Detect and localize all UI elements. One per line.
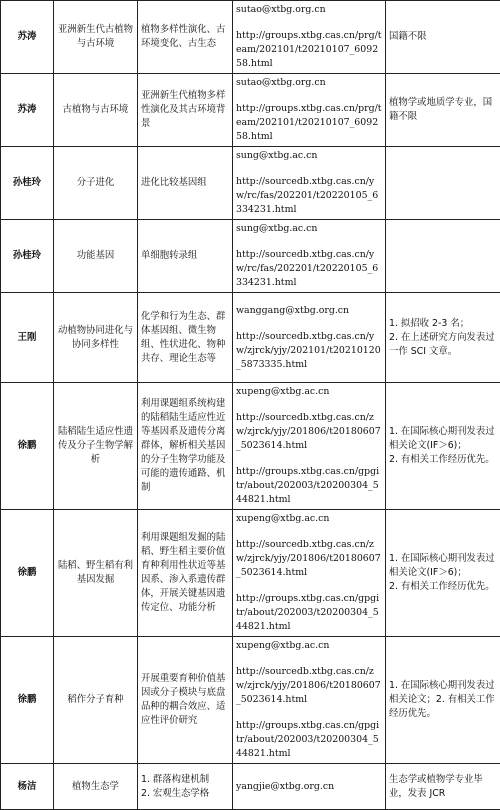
supervisor-name: 孙桂玲: [1, 147, 54, 220]
spacer: [236, 653, 382, 665]
requirement-line: 植物学或地质学专业，国籍不限: [389, 96, 497, 124]
table-row: [1, 293, 500, 383]
requirement-line: 2. 有相关工作经历优先。: [389, 580, 497, 594]
contact-cell: [233, 220, 386, 293]
supervisor-name: 徐鹏: [1, 637, 54, 764]
table-row: [1, 147, 500, 220]
research-topic: 进化比较基因组: [138, 147, 233, 220]
research-topic: 利用课题组系统构建的陆稻陆生适应性近等基因系及遗传分离群体，解析相关基因的分子生物学功能及可能的遗传通路、机制: [138, 383, 233, 510]
research-topic: 亚洲新生代植物多样性演化及其古环境背景: [138, 74, 233, 147]
research-topic: 开展重要育种价值基因或分子模块与底盘品种的耦合效应、适应性评价研究: [138, 637, 233, 764]
spacer: [236, 163, 382, 175]
homepage-link[interactable]: http://groups.xtbg.cas.cn/prg/team/202101/t20210107_609258.html: [236, 29, 382, 71]
homepage-link[interactable]: http://groups.xtbg.cas.cn/prg/team/202101/t20210107_609258.html: [236, 102, 382, 144]
research-direction: 功能基因: [54, 220, 138, 293]
email-link[interactable]: xupeng@xtbg.ac.cn: [236, 639, 382, 653]
contact-cell: [233, 147, 386, 220]
supervisor-name: 王刚: [1, 293, 54, 383]
research-direction: 分子进化: [54, 147, 138, 220]
table-row: [1, 637, 500, 764]
contact-cell: [233, 1, 386, 74]
contact-cell: [233, 510, 386, 637]
research-direction: 稻作分子育种: [54, 637, 138, 764]
requirements-cell: [386, 220, 500, 293]
requirements-cell: [386, 510, 500, 637]
research-direction: 古植物与古环境: [54, 74, 138, 147]
research-direction: 陆稻、野生稻有利基因发掘: [54, 510, 138, 637]
research-topic: 植物多样性演化、古环境变化、古生态: [138, 1, 233, 74]
research-topic: 1. 群落构建机制 2. 宏观生态学格: [138, 764, 233, 810]
research-direction: 亚洲新生代古植物与古环境: [54, 1, 138, 74]
email-link[interactable]: xupeng@xtbg.ac.cn: [236, 385, 382, 399]
email-link[interactable]: sung@xtbg.ac.cn: [236, 222, 382, 236]
research-direction: 动植物协同进化与协同多样性: [54, 293, 138, 383]
requirement-line: 1. 在国际核心期刊发表过相关论文(IF＞6)；: [389, 425, 497, 453]
requirement-line: 1. 拟招收 2-3 名；: [389, 317, 497, 331]
group-link[interactable]: http://groups.xtbg.cas.cn/gpgitr/about/202003/t20200304_544821.html: [236, 719, 382, 761]
contact-cell: [233, 637, 386, 764]
requirement-line: 2. 在上述研究方向发表过一作 SCI 文章。: [389, 331, 497, 359]
research-direction: 植物生态学: [54, 764, 138, 810]
research-topic: 利用课题组发掘的陆稻、野生稻主要价值育种利用性状近等基因系、渗入系遗传群体，开展关键基因遗传定位、功能分析: [138, 510, 233, 637]
homepage-link[interactable]: http://sourcedb.xtbg.cas.cn/yw/rc/fas/202201/t20220105_6334231.html: [236, 175, 382, 217]
email-link[interactable]: wanggang@xtbg.org.cn: [236, 304, 382, 318]
spacer: [236, 17, 382, 29]
requirements-cell: [386, 383, 500, 510]
spacer: [236, 399, 382, 411]
research-topic: 化学和行为生态、群体基因组、微生物组、性状进化、物种共存、理论生态等: [138, 293, 233, 383]
requirement-line: 生态学或植物学专业毕业，发表 JCR: [389, 773, 497, 801]
research-topic: 单细胞转录组: [138, 220, 233, 293]
email-link[interactable]: sutao@xtbg.org.cn: [236, 76, 382, 90]
table-row: [1, 1, 500, 74]
supervisor-name: 苏涛: [1, 1, 54, 74]
email-link[interactable]: xupeng@xtbg.ac.cn: [236, 512, 382, 526]
spacer: [236, 318, 382, 330]
requirements-cell: [386, 764, 500, 810]
email-link[interactable]: yangjie@xtbg.org.cn: [236, 780, 382, 794]
homepage-link[interactable]: http://sourcedb.xtbg.cas.cn/yw/zjrck/yjy/202101/t20210120_5873335.html: [236, 330, 382, 372]
homepage-link[interactable]: http://sourcedb.xtbg.cas.cn/zw/zjrck/yjy/201806/t20180607_5023614.html: [236, 538, 382, 580]
homepage-link[interactable]: http://sourcedb.xtbg.cas.cn/yw/rc/fas/202201/t20220105_6334231.html: [236, 248, 382, 290]
contact-cell: [233, 383, 386, 510]
research-direction: 陆稻陆生适应性遗传及分子生物学解析: [54, 383, 138, 510]
email-link[interactable]: sutao@xtbg.org.cn: [236, 3, 382, 17]
supervisor-name: 徐鹏: [1, 383, 54, 510]
spacer: [236, 236, 382, 248]
requirements-cell: [386, 637, 500, 764]
group-link[interactable]: http://groups.xtbg.cas.cn/gpgitr/about/202003/t20200304_544821.html: [236, 592, 382, 634]
table-row: [1, 220, 500, 293]
requirements-cell: [386, 74, 500, 147]
supervisor-name: 孙桂玲: [1, 220, 54, 293]
homepage-link[interactable]: http://sourcedb.xtbg.cas.cn/zw/zjrck/yjy/201806/t20180607_5023614.html: [236, 665, 382, 707]
supervisor-name: 苏涛: [1, 74, 54, 147]
contact-cell: [233, 293, 386, 383]
requirements-cell: [386, 293, 500, 383]
email-link[interactable]: sung@xtbg.ac.cn: [236, 149, 382, 163]
requirement-line: 1. 在国际核心期刊发表过相关论文(IF＞6)；: [389, 552, 497, 580]
requirements-cell: [386, 147, 500, 220]
requirement-line: 1. 在国际核心期刊发表过相关论文；2. 有相关工作经历优先。: [389, 679, 497, 721]
table-row: [1, 764, 500, 810]
supervisor-name: 杨洁: [1, 764, 54, 810]
requirements-cell: [386, 1, 500, 74]
contact-cell: [233, 74, 386, 147]
homepage-link[interactable]: http://sourcedb.xtbg.cas.cn/zw/zjrck/yjy/201806/t20180607_5023614.html: [236, 411, 382, 453]
spacer: [236, 580, 382, 592]
requirement-line: 国籍不限: [389, 30, 497, 44]
contact-cell: [233, 764, 386, 810]
group-link[interactable]: http://groups.xtbg.cas.cn/gpgitr/about/202003/t20200304_544821.html: [236, 465, 382, 507]
spacer: [236, 526, 382, 538]
requirement-line: 2. 有相关工作经历优先。: [389, 453, 497, 467]
spacer: [236, 90, 382, 102]
spacer: [236, 453, 382, 465]
table-row: [1, 510, 500, 637]
supervisor-name: 徐鹏: [1, 510, 54, 637]
table-row: [1, 383, 500, 510]
table-row: [1, 74, 500, 147]
